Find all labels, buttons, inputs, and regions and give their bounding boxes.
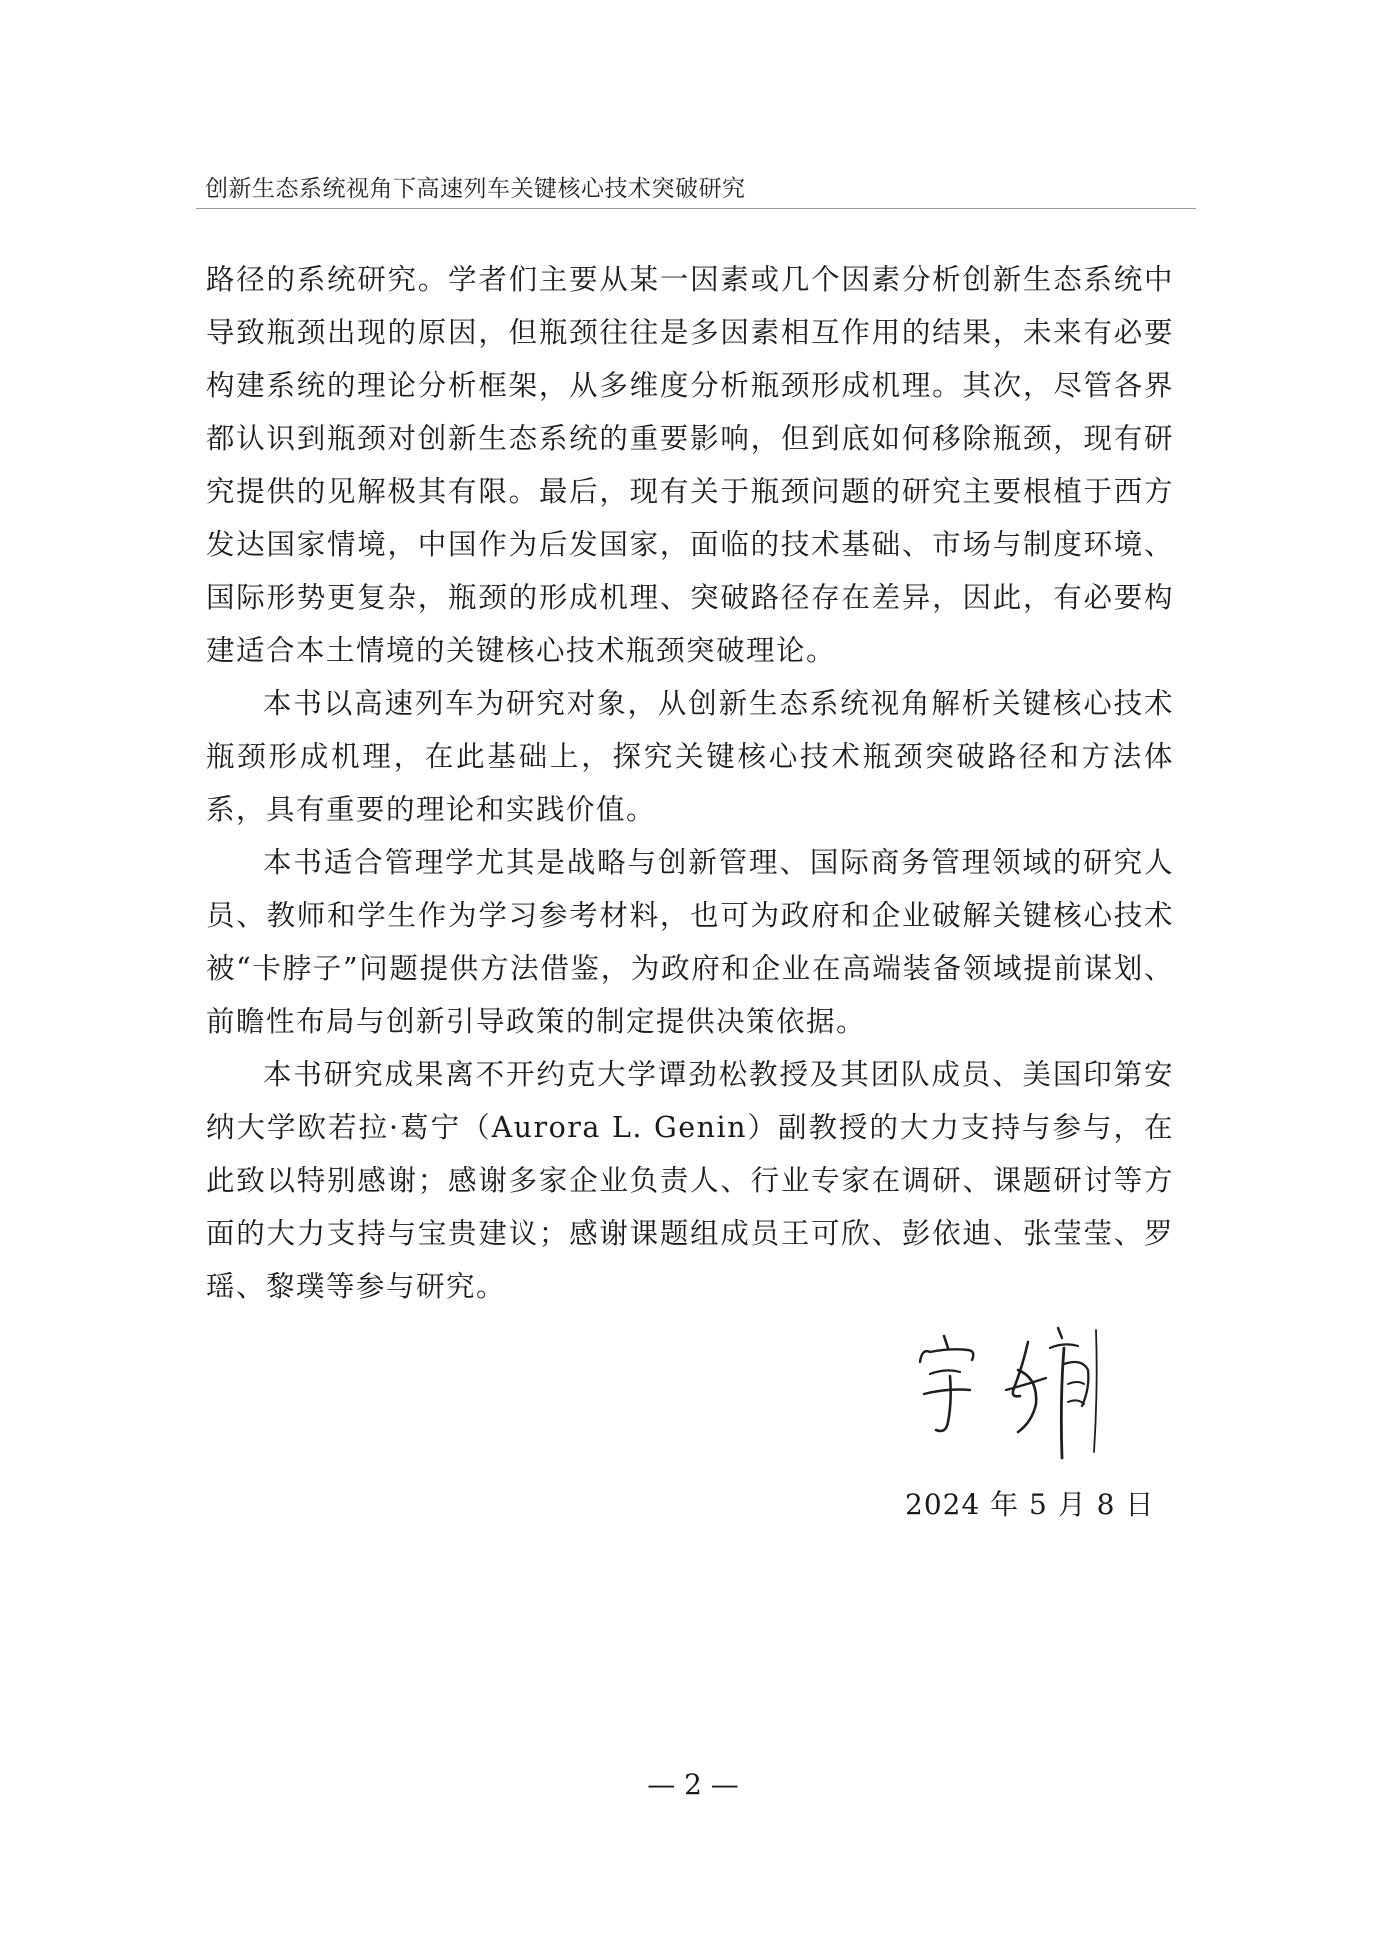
paragraph-continuation: 路径的系统研究。学者们主要从某一因素或几个因素分析创新生态系统中导致瓶颈出现的原因，但瓶颈往往是多因素相互作用的结果，未来有必要构建系统的理论分析框架，从多维度分析瓶颈形成机理。其次，尽管各界都认识到瓶颈对创新生态系统的重要影响，但到底如何移除瓶颈，现有研究提供的见解极其有限。最后，现有关于瓶颈问题的研究主要根植于西方发达国家情境，中国作为后发国家，面临的技术基础、市场与制度环境、国际形势更复杂，瓶颈的形成机理、突破路径存在差异，因此，有必要构建适合本土情境的关键核心技术瓶颈突破理论。	[206, 263, 1174, 667]
paragraph-research-object: 本书以高速列车为研究对象，从创新生态系统视角解析关键核心技术瓶颈形成机理，在此基础上，探究关键核心技术瓶颈突破路径和方法体系，具有重要的理论和实践价值。	[206, 687, 1174, 826]
header-divider	[196, 208, 1196, 209]
running-header-title: 创新生态系统视角下高速列车关键核心技术突破研究	[205, 176, 746, 202]
date: 2024 年 5 月 8 日	[905, 1488, 1155, 1521]
handwritten-signature	[906, 1318, 1116, 1468]
paragraph-audience: 本书适合管理学尤其是战略与创新管理、国际商务管理领域的研究人员、教师和学生作为学习参考材料，也可为政府和企业破解关键核心技术被“卡脖子”问题提供方法借鉴，为政府和企业在高端装备领域提前谋划、前瞻性布局与创新引导政策的制定提供决策依据。	[206, 846, 1174, 1038]
body-text	[206, 253, 1174, 1313]
page-number: — 2 —	[647, 1768, 739, 1801]
paragraph-acknowledgements: 本书研究成果离不开约克大学谭劲松教授及其团队成员、美国印第安纳大学欧若拉·葛宁（Aurora L. Genin）副教授的大力支持与参与，在此致以特别感谢；感谢多家企业负责人、行业专家在调研、课题研讨等方面的大力支持与宝贵建议；感谢课题组成员王可欣、彭依迪、张莹莹、罗瑶、黎璞等参与研究。	[206, 1058, 1174, 1303]
